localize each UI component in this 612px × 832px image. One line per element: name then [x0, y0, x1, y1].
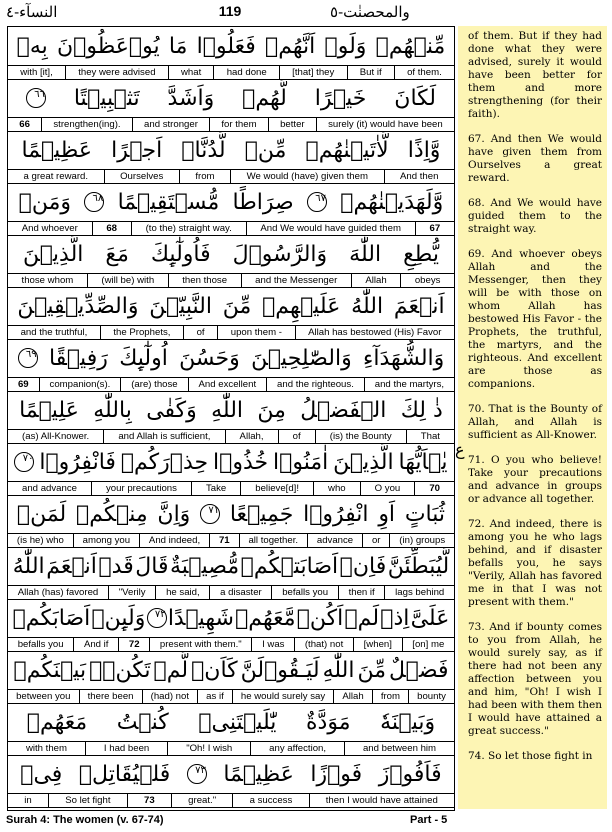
word-translation: with [it], [8, 66, 66, 79]
commentary-para: 70. That is the Bounty of Allah, and Allah is sufficient as All-Knower. [468, 403, 602, 441]
english-line [8, 65, 454, 80]
word-translation: then if [339, 586, 386, 599]
translation-grid [7, 26, 455, 811]
arabic-word: وَالرَّسُوۡلَ [232, 241, 328, 267]
arabic-word: الۡفَضۡلُ [300, 397, 387, 423]
header-juz: والمحصنٰت-٥ [330, 3, 410, 21]
arabic-word: جَمِيۡعًا [229, 501, 294, 527]
word-translation: 71 [210, 534, 239, 547]
arabic-word: فَعَلُوۡا [196, 33, 256, 59]
arabic-word: لَمۡ [344, 605, 380, 631]
arabic-line [8, 599, 454, 637]
arabic-word: مِنَ [257, 397, 286, 423]
page-footer [0, 810, 612, 832]
word-translation: and between him [362, 743, 437, 754]
arabic-line [8, 339, 454, 377]
arabic-line [8, 651, 454, 689]
word-translation: of [279, 430, 316, 443]
arabic-word: لَّاٰتَيۡنٰهُمۡ [305, 137, 389, 163]
english-line [8, 221, 454, 236]
word-translation: a great reward. [8, 170, 105, 183]
arabic-word: اَصَابَكُمۡ [12, 605, 91, 631]
arabic-line [8, 235, 454, 273]
arabic-word: لَيَـقُوۡلَنَّ [240, 657, 320, 683]
arabic-line [8, 287, 454, 325]
arabic-word: مَا [168, 33, 188, 59]
english-line [8, 533, 454, 548]
commentary-para: 69. And whoever obeys Allah and the Messenger, then they will be with those on whom Allah has bestowed His Favor - the Prophets, the truthful, the martyrs, and the righteous. And excellent are those as companions. [468, 248, 602, 390]
arabic-word: حِذۡرَكُمۡ [120, 449, 209, 475]
arabic-word: مُّصِيۡبَةٌ [170, 553, 240, 579]
word-translation: a success [233, 794, 309, 807]
word-translation: 66 [8, 118, 42, 131]
arabic-word: اَوِ [378, 501, 396, 527]
word-translation: Allah has bestowed (His) Favor [308, 327, 442, 338]
word-translation: and the Messenger [242, 274, 352, 287]
word-translation: lags behind [395, 587, 445, 598]
arabic-word: اللّٰهِ [211, 397, 244, 423]
word-translation: And We would have guided them [247, 222, 416, 235]
word-translation: any affection, [251, 742, 345, 755]
arabic-word: اللّٰهُ [12, 553, 45, 579]
word-translation: among you [74, 534, 140, 547]
arabic-word: لَمَنۡ [16, 501, 67, 527]
arabic-line [8, 27, 454, 65]
word-translation: "Oh! I wish [168, 742, 251, 755]
arabic-word: بَيۡنَكُمۡ [13, 657, 87, 683]
verse-number-mark: ٦٦ [26, 88, 46, 108]
word-translation: those whom [8, 274, 88, 287]
arabic-word: فِىۡ [20, 761, 63, 787]
arabic-line [8, 495, 454, 533]
arabic-word: قَدۡ [98, 553, 134, 579]
english-line [8, 481, 454, 496]
arabic-word: يُوۡعَظُوۡنَ [57, 33, 160, 59]
word-translation: (in) groups [399, 535, 446, 546]
word-translation: present with them." [150, 638, 252, 651]
arabic-word: قَالَ [135, 553, 169, 579]
commentary-para: 67. And then We would have given them from Ourselves a great reward. [468, 133, 602, 184]
english-line [8, 429, 454, 444]
word-translation: companion(s). [40, 378, 122, 391]
word-translation: (as) All-Knower. [8, 430, 104, 443]
word-translation: between you [8, 690, 80, 703]
word-translation: But if [348, 66, 395, 79]
word-translation: (is) the Bounty [316, 430, 407, 443]
word-translation: 72 [119, 638, 150, 651]
word-translation: So let fight [49, 794, 128, 807]
verse-number-mark: ٧٢ [147, 608, 167, 628]
word-translation: Allah [352, 274, 401, 287]
word-translation: That [420, 431, 440, 442]
word-translation: 69 [8, 378, 40, 391]
english-line [8, 377, 454, 392]
english-line [8, 273, 454, 288]
commentary-para: 72. And indeed, there is among you he who lags behind, and if disaster befalls you, he says "Verily, Allah has favored me in that I was not present with them." [468, 518, 602, 608]
verse-number-mark: ٧١ [200, 504, 220, 524]
english-line [8, 169, 454, 184]
word-translation: And then [400, 171, 439, 182]
arabic-word: عَلَىَّ [410, 605, 450, 631]
arabic-word: وَالشُّهَدَآءِ [363, 345, 445, 371]
arabic-line [8, 755, 454, 793]
word-translation: of them. [407, 67, 442, 78]
arabic-word: اَنۡعَمَ [393, 293, 445, 319]
arabic-word: لَّدُنَّاۤ [181, 137, 226, 163]
word-translation: (will be) with [88, 274, 169, 287]
word-translation: Allah (has) favored [8, 586, 109, 599]
arabic-word: خَيۡرًا [314, 85, 367, 111]
word-translation: surely (it) would have been [328, 119, 443, 130]
word-translation: he would surely say [233, 690, 334, 703]
word-translation: We would (have) given them [231, 170, 384, 183]
word-translation: Take [192, 482, 241, 495]
arabic-word: وَلَوۡ [324, 33, 367, 59]
word-translation: there been [80, 690, 143, 703]
verse-number-mark: ٦٧ [307, 192, 327, 212]
word-translation: (is he) who [8, 534, 74, 547]
word-translation: [when] [354, 638, 403, 651]
word-translation: bounty [417, 691, 446, 702]
arabic-line [8, 79, 454, 117]
verse-number-mark: ٧٣ [187, 764, 207, 784]
english-line [8, 741, 454, 756]
header-surah: النسآء-٤ [6, 3, 58, 21]
word-translation: upon them - [218, 326, 295, 339]
word-translation: [that] they [280, 66, 348, 79]
word-translation: your precautions [92, 482, 192, 495]
arabic-word: وَلَٮِٕنۡ [91, 605, 146, 631]
word-translation: strengthen(ing). [42, 118, 133, 131]
page-header [0, 0, 612, 26]
arabic-word: مَوَدَّةٌ [306, 709, 351, 735]
arabic-word: وَالصّٰلِحِيۡنَ [251, 345, 352, 371]
arabic-word: لَكَانَ [394, 85, 437, 111]
word-translation: I was [252, 638, 295, 651]
commentary-para: of them. But if they had done what they were advised, surely it would have been better for them and more strengthening (for their faith). [468, 30, 602, 120]
arabic-word: وَّلَهَدَيۡنٰهُمۡ [340, 189, 444, 215]
word-translation: all together. [240, 534, 308, 547]
word-translation: And if [74, 638, 119, 651]
word-translation: obeys [414, 275, 441, 286]
arabic-word: اللّٰهَ [349, 241, 382, 267]
arabic-word: عَظِيۡمًا [223, 761, 294, 787]
arabic-word: انْفِرُوۡا [303, 501, 369, 527]
word-translation: and the truthful, [8, 326, 101, 339]
ruku-mark: ع [455, 440, 465, 459]
word-translation: what [169, 66, 215, 79]
arabic-word: فَوۡزًا [310, 761, 363, 787]
commentary-para: 73. And if bounty comes to you from Allah, he would surely say, as if there had not been any affection between you and him, "Oh! I wish I had been with them then I would have attained a great success." [468, 621, 602, 737]
word-translation: 67 [429, 223, 441, 234]
arabic-word: بِهٖ [16, 33, 48, 59]
english-line [8, 117, 454, 132]
arabic-word: فَانْفِرُوۡا [39, 449, 116, 475]
arabic-word: وَحَسُنَ [179, 345, 240, 371]
word-translation: great." [172, 794, 233, 807]
word-translation: better [269, 118, 317, 131]
word-translation: 73 [128, 794, 172, 807]
arabic-word: اللّٰهِ [322, 657, 355, 683]
arabic-word: الَّذِيۡنَ [22, 241, 84, 267]
word-translation: and advance [8, 482, 92, 495]
word-translation: of [184, 326, 218, 339]
arabic-word: يُّطِعِ [403, 241, 439, 267]
arabic-word: اٰمَنُوۡا [273, 449, 329, 475]
arabic-word: اَصَابَتۡكُمۡ [240, 553, 339, 579]
arabic-word: وَبَيۡنَهٗ [380, 709, 436, 735]
arabic-word: اُولٰٓٮِٕكَ [119, 345, 168, 371]
arabic-word: بِاللّٰهِ [93, 397, 132, 423]
arabic-word: مَعَ [105, 241, 129, 267]
commentary-panel [458, 26, 607, 809]
arabic-word: مُّسۡتَقِيۡمًا [117, 189, 220, 215]
word-translation: had done [214, 66, 279, 79]
word-translation: and Allah is sufficient, [104, 430, 225, 443]
word-translation: (are) those [121, 378, 188, 391]
verse-number-mark: ٦٨ [84, 192, 104, 212]
word-translation: (had) not [143, 690, 199, 703]
word-translation: with them [8, 742, 86, 755]
verse-number-mark: ٧٠ [14, 452, 34, 472]
word-translation: befalls you [8, 638, 74, 651]
arabic-word: اَنۡعَمَ [46, 553, 97, 579]
word-translation: Ourselves [105, 170, 180, 183]
english-line [8, 689, 454, 704]
arabic-word: وَمَنۡ [18, 189, 71, 215]
english-line [8, 585, 454, 600]
arabic-word: فَاُولٰٓٮِٕكَ [150, 241, 211, 267]
footer-surah: Surah 4: The women (v. 67-74) [6, 814, 164, 826]
arabic-word: مِّنۡ [244, 137, 287, 163]
word-translation: they were advised [66, 66, 169, 79]
arabic-word: تَثۡبِيۡتًا [73, 85, 140, 111]
word-translation: a disaster [210, 586, 272, 599]
arabic-word: فَاِنۡ [339, 553, 387, 579]
arabic-word: اَجۡرًا [111, 137, 163, 163]
arabic-word: مَعَهُمۡ [26, 709, 88, 735]
arabic-word: ثُبَاتٍ [404, 501, 446, 527]
arabic-word: وَاَشَدَّ [167, 85, 215, 111]
word-translation: 70 [429, 483, 440, 494]
arabic-word: عَظِيۡمًا [21, 137, 92, 163]
arabic-word: فَلۡيُقَاتِلۡ [78, 761, 171, 787]
arabic-word: وَكَفٰى [146, 397, 197, 423]
arabic-word: رَفِيۡقًا [49, 345, 108, 371]
arabic-word: اللّٰهُ [351, 293, 384, 319]
arabic-word: فَاَفُوۡزَ [378, 761, 442, 787]
arabic-word: لَّمۡ [153, 657, 189, 683]
word-translation: [on] me [412, 639, 445, 650]
arabic-word: لَّيُبَطِّئَنَّ [387, 553, 450, 579]
arabic-word: كَاَنۡ [191, 657, 238, 683]
word-translation: believe[d]! [241, 482, 314, 495]
arabic-word: وَاِنَّ [157, 501, 191, 527]
arabic-line [8, 443, 454, 481]
arabic-word: تَكُنۡۢ [89, 657, 151, 683]
arabic-word: وَالصِّدِّيۡقِيۡنَ [17, 293, 139, 319]
arabic-word: فَضۡلٌ [389, 657, 449, 683]
arabic-line [8, 131, 454, 169]
arabic-word: كُنۡتُ [116, 709, 169, 735]
word-translation: advance [308, 534, 363, 547]
word-translation: befalls you [272, 586, 338, 599]
english-line [8, 793, 454, 808]
page-number: 119 [218, 3, 242, 19]
arabic-word: عَلَيۡهِمۡ [262, 293, 341, 319]
word-translation: (to the) straight way. [132, 222, 247, 235]
arabic-word: مِّنۡهُمۡ [375, 33, 446, 59]
arabic-word: شَهِيۡدًا [167, 605, 234, 631]
word-translation: in [8, 794, 49, 807]
word-translation: then those [169, 274, 242, 287]
word-translation: from [180, 170, 231, 183]
arabic-word: مِّنَ [357, 657, 387, 683]
word-translation: "Verily [109, 586, 156, 599]
arabic-line [8, 391, 454, 429]
word-translation: he said, [156, 586, 210, 599]
english-line [8, 325, 454, 340]
word-translation: And indeed, [140, 534, 210, 547]
arabic-word: وَّاِذًا [407, 137, 441, 163]
arabic-word: مِّنَ [222, 293, 252, 319]
arabic-line [8, 547, 454, 585]
word-translation: and stronger [133, 118, 210, 131]
arabic-line [8, 183, 454, 221]
arabic-word: اِذۡ [380, 605, 410, 631]
arabic-word: لَّهُمۡ [242, 85, 287, 111]
english-line [8, 637, 454, 652]
arabic-word: الَّذِيۡنَ [333, 449, 394, 475]
arabic-word: عَلِيۡمًا [19, 397, 79, 423]
arabic-word: خُذُوۡا [213, 449, 269, 475]
word-translation: (that) not [295, 638, 354, 651]
word-translation: and the righteous. [267, 378, 365, 391]
arabic-word: النَّبِيّٖنَ [149, 293, 212, 319]
arabic-word: اَنَّهُمۡ [265, 33, 316, 59]
arabic-word: اَكُنۡ [296, 605, 344, 631]
word-translation: And excellent [189, 378, 268, 391]
word-translation: from [373, 690, 409, 703]
word-translation: or [363, 534, 390, 547]
word-translation: for them [210, 118, 269, 131]
word-translation: Allah, [226, 430, 279, 443]
commentary-para: 68. And We would have guided them to the straight way. [468, 197, 602, 235]
commentary-para: 74. So let those fight in [468, 750, 593, 762]
footer-part: Part - 5 [410, 814, 448, 826]
word-translation: who [314, 482, 361, 495]
word-translation: 68 [93, 222, 132, 235]
commentary-para: 71. O you who believe! Take your precautions and advance in groups or advance all together. [468, 454, 602, 505]
word-translation: Allah [334, 690, 372, 703]
arabic-word: يّٰلَيۡتَنِىۡ [198, 709, 277, 735]
verse-number-mark: ٦٩ [18, 348, 38, 368]
word-translation: the Prophets, [101, 326, 184, 339]
arabic-word: مَّعَهُمۡ [235, 605, 296, 631]
word-translation: as if [198, 690, 233, 703]
arabic-word: مِنۡكُمۡ [76, 501, 148, 527]
word-translation: then I would have attained [325, 795, 438, 806]
arabic-word: صِرَاطًا [232, 189, 294, 215]
arabic-line [8, 703, 454, 741]
word-translation: O you [361, 482, 416, 495]
word-translation: I had been [86, 742, 168, 755]
word-translation: and the martyrs, [374, 379, 445, 390]
arabic-word: ذٰ لِكَ [400, 397, 443, 423]
word-translation: And whoever [8, 222, 93, 235]
arabic-word: يٰۤاَيُّهَا [398, 449, 448, 475]
